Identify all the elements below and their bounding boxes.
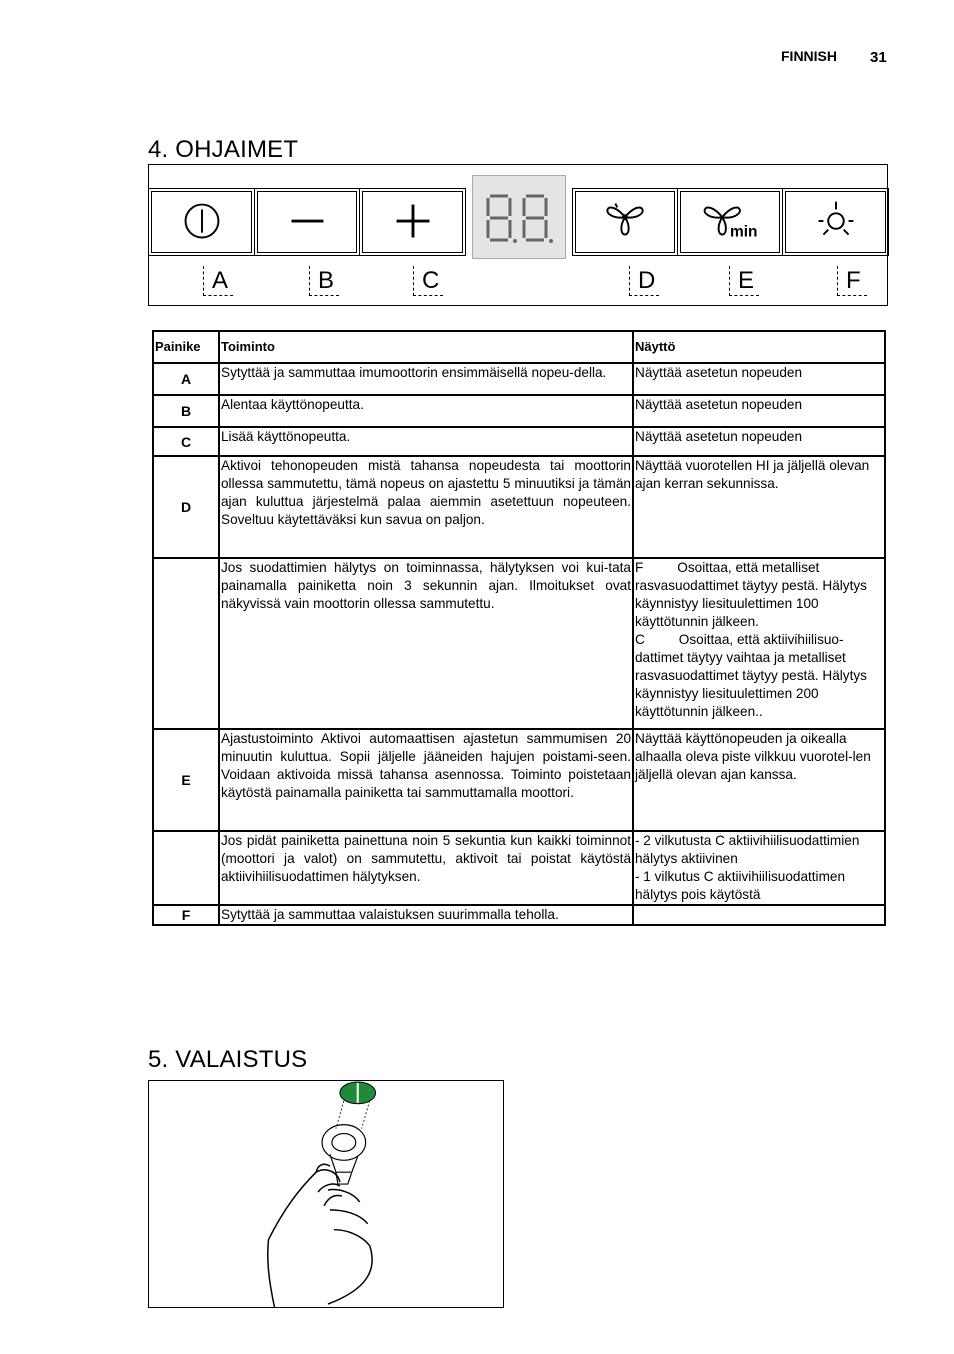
row-function: Sytyttää ja sammuttaa imumoottorin ensimmäisellä nopeu-della. bbox=[219, 363, 633, 395]
header-painike: Painike bbox=[153, 331, 219, 363]
label-d: D bbox=[629, 266, 659, 296]
lighting-illustration bbox=[148, 1080, 504, 1308]
page-number: 31 bbox=[870, 49, 887, 66]
header-toiminto: Toiminto bbox=[219, 331, 633, 363]
plus-button bbox=[362, 191, 463, 253]
light-button bbox=[785, 191, 886, 253]
row-key: F bbox=[153, 905, 219, 925]
fan-boost-icon bbox=[576, 192, 674, 252]
row-display: - 2 vilkutusta C aktiivihiilisuodattimien hälytys aktiivinen - 1 vilkutus C aktiivihiilisuodattimen hälytys pois käytöstä bbox=[633, 831, 885, 905]
power-button bbox=[151, 191, 252, 253]
label-a: A bbox=[203, 266, 233, 296]
bulb-replacement-illustration bbox=[149, 1081, 503, 1307]
row-display: Näyttää vuorotellen HI ja jäljellä olevan ajan kerran sekunnissa. bbox=[633, 456, 885, 558]
row-function: Sytyttää ja sammuttaa valaistuksen suurimmalla teholla. bbox=[219, 905, 633, 925]
row-function: Jos suodattimien hälytys on toiminnassa, hälytyksen voi kui-tata painamalla painiketta noin 3 sekunnin ajan. Ilmoitukset ovat näkyvissä vain moottorin ollessa sammutettu. bbox=[219, 558, 633, 729]
label-e: E bbox=[729, 266, 759, 296]
table-row bbox=[153, 395, 885, 427]
row-function: Alentaa käyttönopeutta. bbox=[219, 395, 633, 427]
row-display: Näyttää asetetun nopeuden bbox=[633, 427, 885, 456]
table-row bbox=[153, 729, 885, 831]
label-c: C bbox=[413, 266, 443, 296]
row-display bbox=[633, 905, 885, 925]
row-key: D bbox=[153, 456, 219, 558]
halogen-bulb-icon bbox=[322, 1125, 366, 1184]
boost-button bbox=[575, 191, 675, 253]
hand-icon bbox=[268, 1164, 372, 1307]
row-display: F Osoittaa, että metalliset rasvasuodattimet täytyy pestä. Hälytys käynnistyy liesituulettimen 100 käyttötunnin jälkeen. C Osoittaa, että aktiivihiilisuo-dattimet täytyy vaihtaa ja metalliset rasvasuodattimet täytyy pestä. Hälytys käynnistyy liesituulettimen 200 käyttötunnin jälkeen.. bbox=[633, 558, 885, 729]
row-key: E bbox=[153, 729, 219, 831]
header-naytto: Näyttö bbox=[633, 331, 885, 363]
controls-table bbox=[152, 330, 886, 926]
table-row bbox=[153, 558, 885, 729]
table-row bbox=[153, 427, 885, 456]
row-display: Näyttää asetetun nopeuden bbox=[633, 363, 885, 395]
table-row bbox=[153, 456, 885, 558]
row-key: A bbox=[153, 363, 219, 395]
seven-segment-display bbox=[472, 175, 566, 259]
display-digits bbox=[473, 176, 567, 260]
row-key bbox=[153, 831, 219, 905]
table-header-row bbox=[153, 331, 885, 363]
fan-timer-icon bbox=[681, 192, 779, 252]
minus-button bbox=[257, 191, 357, 253]
row-function: Lisää käyttönopeutta. bbox=[219, 427, 633, 456]
plus-icon bbox=[363, 192, 462, 252]
label-f: F bbox=[837, 266, 867, 296]
row-function: Jos pidät painiketta painettuna noin 5 sekuntia kun kaikki toiminnot (moottori ja valot) on sammutettu, aktivoit tai poistat käytöstä aktiivihiilisuodattimen hälytyksen. bbox=[219, 831, 633, 905]
light-icon bbox=[786, 192, 885, 252]
row-function: Ajastustoiminto Aktivoi automaattisen ajastetun sammumisen 20 minuutin kuluttua. Sopii jäljelle jääneiden hajujen poistami-seen. Voidaan aktivoida missä tahansa asennossa. Toiminto poistetaan käytöstä painamalla painiketta tai sammuttamalla moottori. bbox=[219, 729, 633, 831]
row-display: Näyttää käyttönopeuden ja oikealla alhaalla oleva piste vilkkuu vuorotel-len jäljellä olevan ajan kanssa. bbox=[633, 729, 885, 831]
row-key bbox=[153, 558, 219, 729]
table-row bbox=[153, 831, 885, 905]
row-key: C bbox=[153, 427, 219, 456]
table-row bbox=[153, 363, 885, 395]
control-panel-diagram bbox=[148, 164, 888, 306]
table-row bbox=[153, 905, 885, 925]
timer-min-text: min bbox=[730, 223, 758, 241]
row-key: B bbox=[153, 395, 219, 427]
row-function: Aktivoi tehonopeuden mistä tahansa nopeudesta tai moottorin ollessa sammutettu, tämä nopeus on ajastettu 5 minuutiksi ja tämän ajan kuluttua järjestelmä palaa aiemmin asetettuun nopeuteen. Soveltuu käytettäväksi kun savua on paljon. bbox=[219, 456, 633, 558]
minus-icon bbox=[258, 192, 356, 252]
section-title-controls: 4. OHJAIMET bbox=[148, 136, 299, 163]
timer-button bbox=[680, 191, 780, 253]
language-label: FINNISH bbox=[781, 48, 837, 64]
label-b: B bbox=[309, 266, 339, 296]
power-icon bbox=[152, 192, 251, 252]
row-display: Näyttää asetetun nopeuden bbox=[633, 395, 885, 427]
section-title-lighting: 5. VALAISTUS bbox=[148, 1046, 308, 1073]
